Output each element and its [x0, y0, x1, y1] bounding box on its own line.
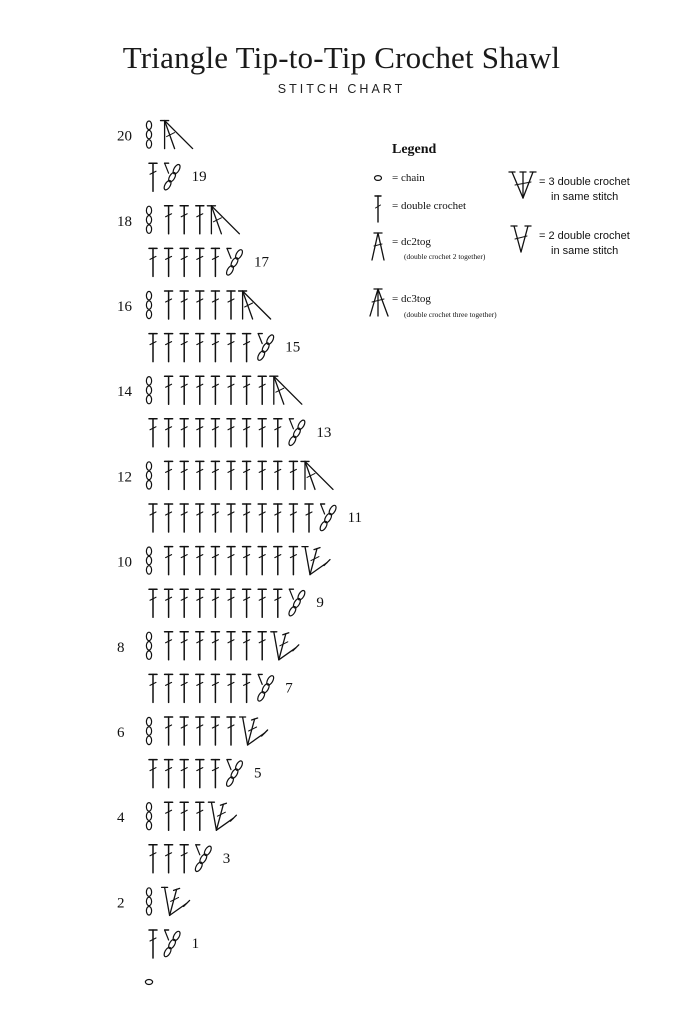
dc-stitch [258, 547, 266, 575]
dc-stitch [211, 632, 219, 660]
dc-stitch [180, 291, 188, 319]
chart-row-8 [117, 632, 299, 660]
chart-row-5 [149, 760, 262, 788]
dc-stitch [196, 248, 204, 276]
row-label: 12 [117, 469, 132, 486]
dc-stitch [149, 504, 157, 532]
dc-stitch [165, 334, 173, 362]
dc-stitch [227, 291, 235, 319]
row-label: 15 [285, 339, 301, 356]
dc-stitch [258, 589, 266, 617]
dc-stitch [165, 760, 173, 788]
dc-stitch [165, 547, 173, 575]
dc-stitch [196, 419, 204, 447]
dc-stitch [227, 419, 235, 447]
dc-stitch [243, 334, 251, 362]
row-end-fan3 [208, 802, 236, 830]
turning-chain [146, 632, 151, 659]
dc-stitch [243, 504, 251, 532]
dc-stitch [243, 589, 251, 617]
row-end-dc3tog [239, 291, 271, 319]
dc-stitch [180, 589, 188, 617]
row-end-dc3tog [207, 206, 239, 234]
row-end-two-chain [256, 334, 275, 362]
dc-stitch [180, 248, 188, 276]
row-label: 14 [117, 384, 132, 401]
dc-stitch [165, 461, 173, 489]
turning-chain [146, 717, 151, 744]
dc-stitch [211, 291, 219, 319]
turning-chain [146, 462, 151, 489]
page-subtitle: STITCH CHART [277, 82, 406, 96]
dc-stitch [165, 717, 173, 745]
page-title: Triangle Tip-to-Tip Crochet Shawl [122, 40, 561, 75]
row-label: 5 [254, 765, 262, 782]
dc-stitch [165, 845, 173, 873]
dc-stitch [165, 802, 173, 830]
dc-stitch [211, 504, 219, 532]
dc-stitch [243, 674, 251, 702]
chart-rows [117, 121, 362, 958]
dc-stitch [149, 760, 157, 788]
chart-row-10 [117, 547, 330, 575]
row-label: 16 [117, 299, 132, 315]
row-label: 10 [117, 554, 132, 571]
dc-stitch [211, 461, 219, 489]
legend-chain-label: = chain [392, 172, 425, 184]
legend-dc2tog-label: = dc2tog [392, 236, 431, 248]
dc-stitch [196, 376, 204, 404]
row-end-two-chain [194, 845, 213, 873]
dc-stitch [211, 419, 219, 447]
dc-stitch [211, 547, 219, 575]
row-end-two-chain [225, 248, 244, 276]
dc-stitch [180, 206, 188, 234]
chart-row-16 [117, 291, 271, 319]
dc-stitch [289, 504, 297, 532]
dc-stitch [274, 419, 282, 447]
row-label: 7 [285, 680, 293, 697]
dc-stitch [165, 589, 173, 617]
dc-stitch [243, 376, 251, 404]
dc-stitch [258, 376, 266, 404]
dc-stitch [258, 461, 266, 489]
dc-stitch [196, 802, 204, 830]
dc-stitch [211, 589, 219, 617]
chart-row-20 [117, 121, 193, 149]
chart-row-12 [117, 461, 333, 489]
dc-stitch [227, 632, 235, 660]
dc-stitch [149, 845, 157, 873]
dc-stitch [196, 674, 204, 702]
dc-stitch [211, 334, 219, 362]
dc-stitch [196, 717, 204, 745]
row-end-two-chain [288, 589, 307, 617]
chart-row-3 [149, 845, 230, 873]
foundation-chain [145, 980, 152, 985]
dc-stitch [243, 461, 251, 489]
dc-stitch [165, 376, 173, 404]
dc-stitch [258, 419, 266, 447]
dc-stitch [165, 419, 173, 447]
dc-stitch [180, 845, 188, 873]
legend-chain-icon [375, 176, 382, 181]
legend-dc2-same-icon [511, 226, 531, 252]
dc-stitch [180, 334, 188, 362]
dc-stitch [227, 461, 235, 489]
dc-stitch [196, 291, 204, 319]
dc-stitch [165, 674, 173, 702]
row-label: 6 [117, 725, 125, 741]
chart-row-14 [117, 376, 302, 404]
dc-stitch [227, 589, 235, 617]
dc-stitch [196, 504, 204, 532]
row-label: 19 [191, 169, 207, 186]
row-label: 9 [316, 595, 324, 612]
chart-row-1 [149, 930, 199, 958]
row-label: 11 [347, 510, 363, 526]
chart-row-7 [149, 674, 293, 702]
dc-stitch [196, 547, 204, 575]
dc-stitch [165, 206, 173, 234]
legend-dc2tog-note: (double crochet 2 together) [404, 252, 486, 261]
dc-stitch [165, 504, 173, 532]
row-end-fan3 [240, 717, 268, 745]
chart-row-18 [117, 206, 239, 234]
chart-row-17 [149, 248, 270, 276]
dc-stitch [274, 461, 282, 489]
dc-stitch [274, 589, 282, 617]
row-label: 4 [117, 810, 125, 827]
turning-chain [146, 803, 151, 830]
turning-chain [146, 291, 151, 318]
row-end-two-chain [256, 674, 275, 702]
chart-row-11 [149, 504, 362, 532]
dc-stitch [211, 717, 219, 745]
dc-stitch [149, 674, 157, 702]
row-end-fan3 [162, 887, 190, 915]
legend-dc3tog-label: = dc3tog [392, 293, 431, 305]
row-end-two-chain [225, 760, 244, 788]
chart-row-4 [117, 802, 236, 830]
dc-stitch [180, 674, 188, 702]
dc-stitch [180, 632, 188, 660]
legend-dc3tog-icon [370, 289, 388, 316]
chart-row-9 [149, 589, 324, 617]
legend-dc2-same-label-2: in same stitch [551, 245, 619, 257]
dc-stitch [165, 632, 173, 660]
chart-row-13 [149, 419, 331, 447]
dc-stitch [274, 504, 282, 532]
dc-stitch [149, 163, 157, 191]
row-label: 2 [117, 895, 125, 912]
dc-stitch [196, 461, 204, 489]
legend-dc3-same-label-2: in same stitch [551, 191, 619, 203]
turning-chain [146, 547, 151, 574]
dc-stitch [196, 760, 204, 788]
dc-stitch [227, 376, 235, 404]
legend-dc-icon [375, 196, 381, 222]
legend-dc-label: = double crochet [392, 200, 467, 212]
row-label: 3 [222, 850, 231, 867]
row-label: 1 [191, 936, 200, 952]
turning-chain [146, 121, 151, 148]
dc-stitch [243, 419, 251, 447]
turning-chain [146, 377, 151, 404]
chart-row-15 [149, 334, 300, 362]
chart-row-6 [117, 717, 268, 745]
row-label: 13 [316, 424, 332, 441]
legend-dc3-same-icon [509, 172, 536, 198]
row-label: 17 [254, 254, 269, 271]
dc-stitch [165, 291, 173, 319]
legend [370, 142, 630, 319]
dc-stitch [258, 632, 266, 660]
dc-stitch [196, 206, 204, 234]
dc-stitch [180, 376, 188, 404]
row-end-dc3tog [270, 376, 302, 404]
legend-title: Legend [392, 142, 437, 157]
dc-stitch [227, 547, 235, 575]
dc-stitch [180, 461, 188, 489]
dc-stitch [289, 461, 297, 489]
row-label: 18 [117, 213, 132, 230]
turning-chain [146, 888, 151, 915]
dc-stitch [149, 419, 157, 447]
chart-row-19 [149, 163, 207, 191]
dc-stitch [180, 802, 188, 830]
legend-dc2-same-label-1: = 2 double crochet [539, 230, 630, 242]
dc-stitch [180, 547, 188, 575]
dc-stitch [196, 632, 204, 660]
row-end-two-chain [319, 504, 338, 532]
dc-stitch [211, 760, 219, 788]
dc-stitch [243, 547, 251, 575]
row-end-fan3 [302, 547, 330, 575]
dc-stitch [243, 632, 251, 660]
dc-stitch [149, 589, 157, 617]
row-end-dc3tog [161, 121, 193, 149]
turning-chain [146, 206, 151, 233]
dc-stitch [180, 717, 188, 745]
dc-stitch [227, 674, 235, 702]
dc-stitch [149, 334, 157, 362]
dc-stitch [305, 504, 313, 532]
legend-dc3tog-note: (double crochet three together) [404, 310, 497, 319]
dc-stitch [149, 248, 157, 276]
row-label: 20 [117, 128, 132, 145]
dc-stitch [227, 504, 235, 532]
legend-dc2tog-icon [372, 233, 384, 260]
chart-row-2 [117, 887, 190, 915]
chain-oval [145, 980, 152, 985]
row-end-two-chain [163, 163, 182, 191]
row-end-fan3 [271, 632, 299, 660]
row-end-dc3tog [301, 461, 333, 489]
dc-stitch [196, 334, 204, 362]
dc-stitch [274, 547, 282, 575]
legend-dc3-same-label-1: = 3 double crochet [539, 176, 630, 188]
dc-stitch [180, 504, 188, 532]
dc-stitch [211, 674, 219, 702]
dc-stitch [149, 930, 157, 958]
row-end-two-chain [288, 419, 307, 447]
dc-stitch [227, 334, 235, 362]
dc-stitch [258, 504, 266, 532]
dc-stitch [227, 717, 235, 745]
dc-stitch [196, 589, 204, 617]
row-label: 8 [117, 639, 125, 656]
dc-stitch [211, 376, 219, 404]
row-end-two-chain [163, 930, 182, 958]
dc-stitch [289, 547, 297, 575]
dc-stitch [180, 419, 188, 447]
dc-stitch [180, 760, 188, 788]
dc-stitch [165, 248, 173, 276]
dc-stitch [211, 248, 219, 276]
